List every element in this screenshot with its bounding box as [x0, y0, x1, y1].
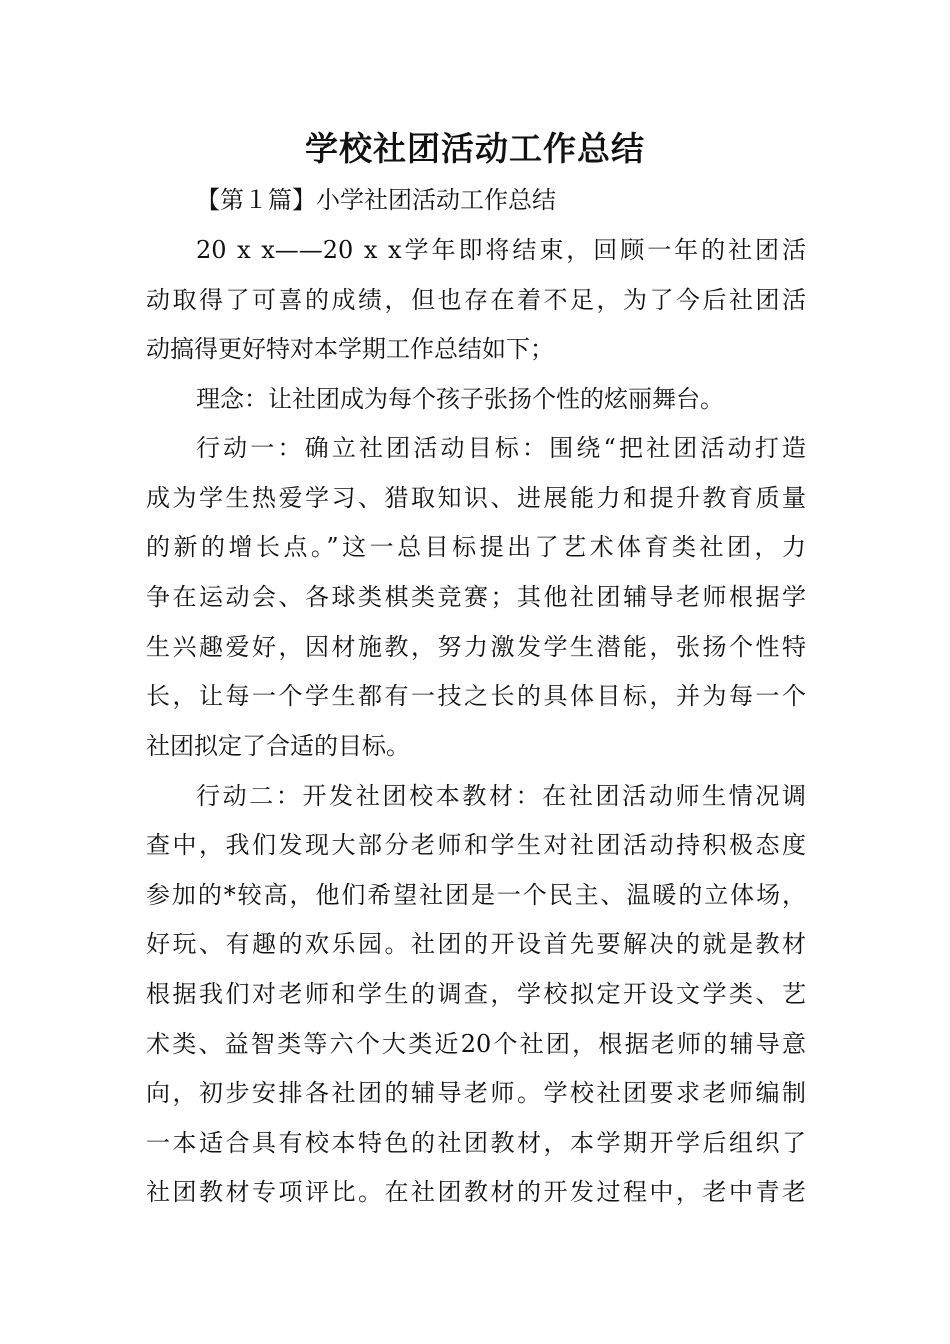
paragraph-line: 向，初步安排各社团的辅导老师。学校社团要求老师编制: [146, 1079, 806, 1107]
document-title: 学校社团活动工作总结: [305, 129, 645, 168]
paragraph-line: 行动二：开发社团校本教材：在社团活动师生情况调: [196, 782, 806, 810]
paragraph-line: 成为学生热爱学习、猎取知识、进展能力和提升教育质量: [146, 484, 806, 512]
paragraph-line: 生兴趣爱好，因材施教，努力激发学生潜能，张扬个性特: [146, 633, 806, 661]
paragraph-line: 理念：让社团成为每个孩子张扬个性的炫丽舞台。: [196, 385, 724, 413]
paragraph-line: 动取得了可喜的成绩，但也存在着不足，为了今后社团活: [146, 286, 806, 314]
paragraph-line: 好玩、有趣的欢乐园。社团的开设首先要解决的就是教材: [146, 930, 806, 958]
paragraph-line: 社团拟定了合适的目标。: [146, 732, 410, 760]
paragraph-line: 的新的增长点。”这一总目标提出了艺术体育类社团，力: [146, 533, 806, 561]
paragraph-line: 行动一：确立社团活动目标：围绕“把社团活动打造: [196, 434, 806, 462]
paragraph-line: 根据我们对老师和学生的调查，学校拟定开设文学类、艺: [146, 980, 806, 1008]
paragraph-line: 20 x x——20 x x学年即将结束，回顾一年的社团活: [196, 236, 806, 264]
section-heading: 【第１篇】小学社团活动工作总结: [196, 186, 556, 214]
paragraph-line: 查中，我们发现大部分老师和学生对社团活动持积极态度: [146, 831, 806, 859]
paragraph-line: 术类、益智类等六个大类近20个社团，根据老师的辅导意: [146, 1030, 806, 1058]
paragraph-line: 争在运动会、各球类棋类竞赛；其他社团辅导老师根据学: [146, 583, 806, 611]
paragraph-line: 长，让每一个学生都有一技之长的具体目标，并为每一个: [146, 682, 806, 710]
paragraph-line: 动搞得更好特对本学期工作总结如下；: [146, 335, 554, 363]
paragraph-line: 社团教材专项评比。在社团教材的开发过程中，老中青老: [146, 1178, 806, 1206]
paragraph-line: 一本适合具有校本特色的社团教材，本学期开学后组织了: [146, 1129, 806, 1157]
paragraph-line: 参加的*较高，他们希望社团是一个民主、温暖的立体场，: [146, 881, 806, 909]
